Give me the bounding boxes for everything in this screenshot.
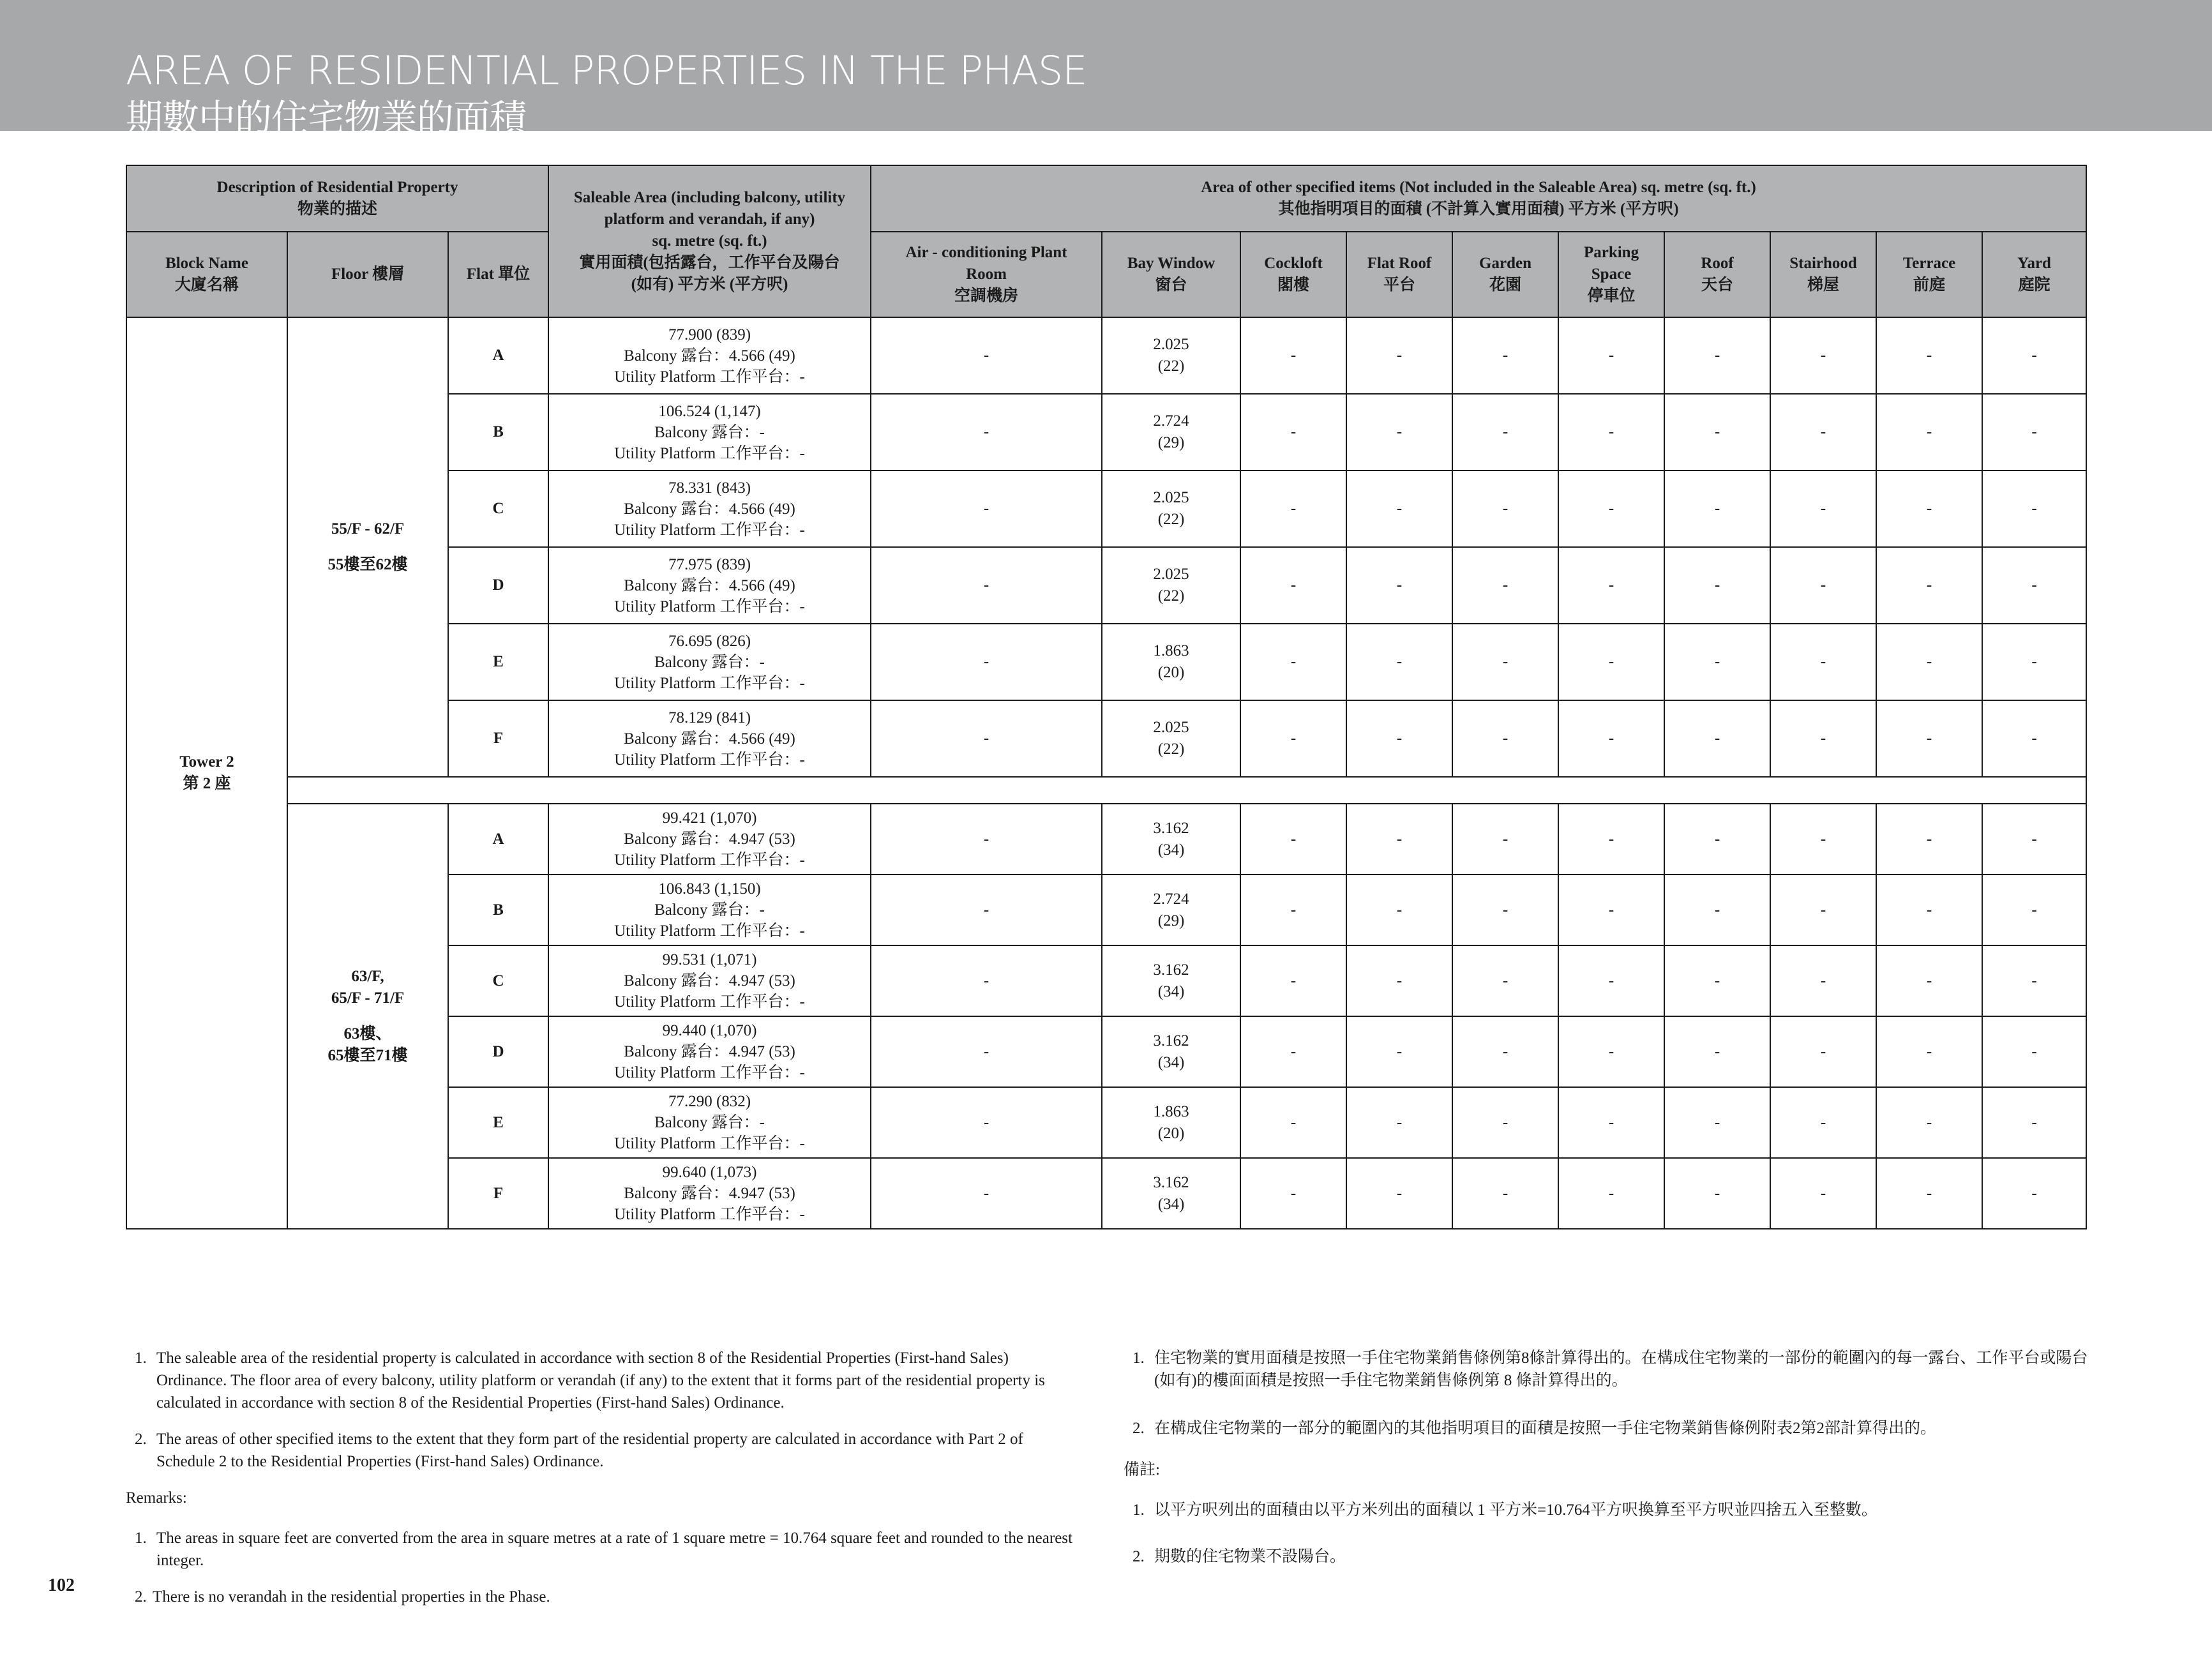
- yard-cell: -: [1982, 1016, 2086, 1087]
- bay-window-cell: [1102, 875, 1240, 945]
- ac-plant-room-cell: -: [871, 945, 1102, 1016]
- table-row: [126, 804, 2086, 875]
- ac-plant-room-cell: -: [871, 1158, 1102, 1229]
- block-name-cell: [126, 317, 287, 1229]
- bay-window-sqft: (22): [1157, 357, 1185, 375]
- garden-cell: -: [1452, 945, 1558, 1016]
- terrace-cell: -: [1876, 1016, 1982, 1087]
- header-ac-plant-room: Air - conditioning Plant Room 空調機房: [871, 232, 1102, 317]
- bay-window-cell: [1102, 1158, 1240, 1229]
- saleable-area-value: 76.695 (826): [668, 632, 751, 650]
- yard-cell: -: [1982, 624, 2086, 700]
- garden-cell: -: [1452, 804, 1558, 875]
- saleable-area-value: 106.524 (1,147): [658, 402, 761, 420]
- bay-window-sqm: 2.724: [1153, 412, 1189, 430]
- saleable-area-cell: [548, 317, 871, 394]
- header-parking-space: Parking Space 停車位: [1558, 232, 1664, 317]
- stairhood-cell: -: [1770, 394, 1876, 470]
- saleable-area-cell: [548, 804, 871, 875]
- notes-chinese: [1124, 1347, 2100, 1582]
- flat-cell: A: [448, 804, 548, 875]
- yard-cell: -: [1982, 945, 2086, 1016]
- flat-cell: D: [448, 1016, 548, 1087]
- ac-plant-room-cell: -: [871, 875, 1102, 945]
- yard-cell: -: [1982, 317, 2086, 394]
- bay-window-cell: [1102, 470, 1240, 547]
- roof-cell: -: [1664, 547, 1770, 624]
- saleable-area-cell: [548, 1087, 871, 1158]
- terrace-cell: -: [1876, 470, 1982, 547]
- bay-window-cell: [1102, 700, 1240, 777]
- cockloft-cell: -: [1240, 547, 1346, 624]
- ac-plant-room-cell: -: [871, 700, 1102, 777]
- roof-cell: -: [1664, 1087, 1770, 1158]
- terrace-cell: -: [1876, 624, 1982, 700]
- flat-cell: F: [448, 700, 548, 777]
- balcony-area: Balcony 露台：-: [654, 653, 765, 671]
- flat-roof-cell: -: [1346, 875, 1452, 945]
- ac-plant-room-cell: -: [871, 470, 1102, 547]
- stairhood-cell: -: [1770, 700, 1876, 777]
- utility-platform-area: Utility Platform 工作平台：-: [614, 674, 805, 692]
- saleable-area-value: 77.975 (839): [668, 555, 751, 573]
- yard-cell: -: [1982, 547, 2086, 624]
- utility-platform-area: Utility Platform 工作平台：-: [614, 751, 805, 769]
- utility-platform-area: Utility Platform 工作平台：-: [614, 1064, 805, 1081]
- roof-cell: -: [1664, 394, 1770, 470]
- remark-item: 1. The areas in square feet are converted from the area in square metres at a rate of 1 square metre = 10.764 square feet and rounded to the nearest integer.: [135, 1530, 1072, 1569]
- stairhood-cell: -: [1770, 1016, 1876, 1087]
- yard-cell: -: [1982, 394, 2086, 470]
- title-banner: [0, 0, 2212, 140]
- balcony-area: Balcony 露台：-: [654, 901, 765, 919]
- balcony-area: Balcony 露台：4.947 (53): [624, 831, 795, 848]
- remark-item: 1. 以平方呎列出的面積由以平方米列出的面積以 1 平方米=10.764平方呎換算至平方呎並四捨五入至整數。: [1132, 1501, 1877, 1519]
- garden-cell: -: [1452, 1087, 1558, 1158]
- utility-platform-area: Utility Platform 工作平台：-: [614, 368, 805, 386]
- flat-cell: E: [448, 1087, 548, 1158]
- saleable-area-cell: [548, 700, 871, 777]
- notes-english: [126, 1347, 1077, 1622]
- saleable-area-cell: [548, 394, 871, 470]
- saleable-area-cell: [548, 945, 871, 1016]
- header-garden: Garden 花園: [1452, 232, 1558, 317]
- saleable-area-value: 78.331 (843): [668, 479, 751, 497]
- page-number: 102: [48, 1575, 75, 1595]
- roof-cell: -: [1664, 624, 1770, 700]
- header-stairhood: Stairhood 梯屋: [1770, 232, 1876, 317]
- balcony-area: Balcony 露台：4.566 (49): [624, 576, 795, 594]
- saleable-area-cell: [548, 547, 871, 624]
- header-other-items: Area of other specified items (Not included in the Saleable Area) sq. metre (sq. ft.) 其他指明項目的面積 (不計算入實用面積) 平方米 (平方呎): [871, 165, 2086, 232]
- floor-cell: [287, 804, 448, 1229]
- stairhood-cell: -: [1770, 945, 1876, 1016]
- garden-cell: -: [1452, 624, 1558, 700]
- bay-window-sqm: 1.863: [1153, 642, 1189, 659]
- header-flat: Flat 單位: [448, 232, 548, 317]
- flat-cell: C: [448, 945, 548, 1016]
- ac-plant-room-cell: -: [871, 1087, 1102, 1158]
- note-item: 1. The saleable area of the residential property is calculated in accordance with section 8 of the Residential Properties (First-hand Sales) Ordinance. The floor area of every balcony, utility platform or verandah (if any) to the extent that it forms part of the residential property is calculated in accordance with section 8 of the Residential Properties (First-hand Sales) Ordinance.: [135, 1350, 1045, 1411]
- bay-window-sqft: (29): [1157, 434, 1185, 451]
- header-block-name: Block Name 大廈名稱: [126, 232, 287, 317]
- utility-platform-area: Utility Platform 工作平台：-: [614, 1206, 805, 1223]
- terrace-cell: -: [1876, 700, 1982, 777]
- utility-platform-area: Utility Platform 工作平台：-: [614, 598, 805, 615]
- bay-window-sqm: 3.162: [1153, 819, 1189, 837]
- garden-cell: -: [1452, 700, 1558, 777]
- bay-window-sqft: (29): [1157, 912, 1185, 929]
- floor-cell: [287, 317, 448, 777]
- bay-window-cell: [1102, 1087, 1240, 1158]
- bay-window-sqft: (34): [1157, 841, 1185, 859]
- bay-window-cell: [1102, 804, 1240, 875]
- cockloft-cell: -: [1240, 700, 1346, 777]
- ac-plant-room-cell: -: [871, 317, 1102, 394]
- parking-space-cell: -: [1558, 1016, 1664, 1087]
- bay-window-sqm: 2.025: [1153, 719, 1189, 736]
- floor-label: 63/F,: [351, 968, 384, 985]
- parking-space-cell: -: [1558, 1087, 1664, 1158]
- balcony-area: Balcony 露台：-: [654, 1114, 765, 1131]
- area-table: [126, 165, 2087, 1229]
- separator-cell: [287, 777, 2086, 804]
- ac-plant-room-cell: -: [871, 624, 1102, 700]
- note-item: 2. The areas of other specified items to the extent that they form part of the residential property are calculated in accordance with Part 2 of Schedule 2 to the Residential Properties (First-hand Sales) Ordinance.: [135, 1431, 1023, 1470]
- stairhood-cell: -: [1770, 804, 1876, 875]
- balcony-area: Balcony 露台：4.566 (49): [624, 500, 795, 518]
- remarks-label: 備註:: [1124, 1461, 1160, 1478]
- roof-cell: -: [1664, 1158, 1770, 1229]
- bay-window-sqm: 2.724: [1153, 890, 1189, 908]
- bay-window-sqm: 3.162: [1153, 961, 1189, 979]
- remark-item: 2. 期數的住宅物業不設陽台。: [1132, 1548, 1346, 1565]
- parking-space-cell: -: [1558, 624, 1664, 700]
- flat-cell: E: [448, 624, 548, 700]
- flat-cell: B: [448, 394, 548, 470]
- yard-cell: -: [1982, 700, 2086, 777]
- garden-cell: -: [1452, 875, 1558, 945]
- cockloft-cell: -: [1240, 875, 1346, 945]
- parking-space-cell: -: [1558, 945, 1664, 1016]
- bay-window-sqft: (34): [1157, 982, 1185, 1000]
- flat-cell: D: [448, 547, 548, 624]
- stairhood-cell: -: [1770, 624, 1876, 700]
- note-item: 2. 在構成住宅物業的一部分的範圍內的其他指明項目的面積是按照一手住宅物業銷售條例附表2第2部計算得出的。: [1132, 1420, 1937, 1437]
- bay-window-sqm: 2.025: [1153, 336, 1189, 353]
- saleable-area-cell: [548, 1158, 871, 1229]
- flat-roof-cell: -: [1346, 394, 1452, 470]
- bay-window-cell: [1102, 1016, 1240, 1087]
- flat-roof-cell: -: [1346, 945, 1452, 1016]
- saleable-area-cell: [548, 624, 871, 700]
- bay-window-sqft: (22): [1157, 741, 1185, 758]
- cockloft-cell: -: [1240, 624, 1346, 700]
- bay-window-cell: [1102, 547, 1240, 624]
- bay-window-sqft: (22): [1157, 511, 1185, 528]
- cockloft-cell: -: [1240, 394, 1346, 470]
- header-bay-window: Bay Window 窗台: [1102, 232, 1240, 317]
- roof-cell: -: [1664, 700, 1770, 777]
- ac-plant-room-cell: -: [871, 394, 1102, 470]
- flat-roof-cell: -: [1346, 624, 1452, 700]
- ac-plant-room-cell: -: [871, 1016, 1102, 1087]
- roof-cell: -: [1664, 470, 1770, 547]
- floor-label: 55/F - 62/F: [331, 520, 405, 538]
- floor-label: 55樓至62樓: [327, 556, 408, 573]
- garden-cell: -: [1452, 1158, 1558, 1229]
- cockloft-cell: -: [1240, 1158, 1346, 1229]
- bay-window-cell: [1102, 394, 1240, 470]
- balcony-area: Balcony 露台：4.947 (53): [624, 972, 795, 989]
- stairhood-cell: -: [1770, 875, 1876, 945]
- saleable-area-cell: [548, 470, 871, 547]
- header-roof: Roof 天台: [1664, 232, 1770, 317]
- flat-cell: C: [448, 470, 548, 547]
- bay-window-sqm: 3.162: [1153, 1173, 1189, 1191]
- flat-roof-cell: -: [1346, 804, 1452, 875]
- terrace-cell: -: [1876, 945, 1982, 1016]
- cockloft-cell: -: [1240, 1016, 1346, 1087]
- floor-label: 63樓、: [343, 1025, 392, 1042]
- balcony-area: Balcony 露台：4.947 (53): [624, 1043, 795, 1060]
- utility-platform-area: Utility Platform 工作平台：-: [614, 444, 805, 462]
- bay-window-sqft: (22): [1157, 587, 1185, 605]
- utility-platform-area: Utility Platform 工作平台：-: [614, 922, 805, 940]
- flat-roof-cell: -: [1346, 470, 1452, 547]
- bay-window-sqft: (20): [1157, 1124, 1185, 1142]
- roof-cell: -: [1664, 945, 1770, 1016]
- saleable-area-value: 77.290 (832): [668, 1093, 751, 1110]
- bay-window-sqm: 2.025: [1153, 566, 1189, 583]
- flat-cell: B: [448, 875, 548, 945]
- parking-space-cell: -: [1558, 875, 1664, 945]
- terrace-cell: -: [1876, 317, 1982, 394]
- terrace-cell: -: [1876, 804, 1982, 875]
- page-title-zh: 期數中的住宅物業的面積: [126, 96, 527, 140]
- flat-roof-cell: -: [1346, 317, 1452, 394]
- roof-cell: -: [1664, 1016, 1770, 1087]
- page-title-en: AREA OF RESIDENTIAL PROPERTIES IN THE PHASE: [126, 47, 1087, 94]
- bay-window-sqft: (34): [1157, 1053, 1185, 1071]
- balcony-area: Balcony 露台：-: [654, 423, 765, 441]
- cockloft-cell: -: [1240, 1087, 1346, 1158]
- saleable-area-value: 99.440 (1,070): [662, 1022, 757, 1039]
- yard-cell: -: [1982, 1087, 2086, 1158]
- remarks-label: Remarks:: [126, 1489, 187, 1507]
- saleable-area-value: 106.843 (1,150): [658, 880, 761, 898]
- garden-cell: -: [1452, 394, 1558, 470]
- saleable-area-value: 99.640 (1,073): [662, 1164, 757, 1181]
- block-name-zh: 第 2 座: [183, 775, 231, 792]
- parking-space-cell: -: [1558, 470, 1664, 547]
- bay-window-sqft: (34): [1157, 1195, 1185, 1213]
- parking-space-cell: -: [1558, 804, 1664, 875]
- saleable-area-cell: [548, 875, 871, 945]
- parking-space-cell: -: [1558, 547, 1664, 624]
- balcony-area: Balcony 露台：4.947 (53): [624, 1185, 795, 1202]
- yard-cell: -: [1982, 1158, 2086, 1229]
- terrace-cell: -: [1876, 1087, 1982, 1158]
- balcony-area: Balcony 露台：4.566 (49): [624, 730, 795, 748]
- roof-cell: -: [1664, 804, 1770, 875]
- yard-cell: -: [1982, 875, 2086, 945]
- flat-roof-cell: -: [1346, 1016, 1452, 1087]
- separator-row: [126, 777, 2086, 804]
- saleable-area-value: 77.900 (839): [668, 326, 751, 343]
- utility-platform-area: Utility Platform 工作平台：-: [614, 993, 805, 1011]
- header-cockloft: Cockloft 閣樓: [1240, 232, 1346, 317]
- garden-cell: -: [1452, 547, 1558, 624]
- parking-space-cell: -: [1558, 317, 1664, 394]
- remark-item: 2. There is no verandah in the residential properties in the Phase.: [135, 1588, 550, 1605]
- bay-window-sqm: 2.025: [1153, 489, 1189, 506]
- flat-roof-cell: -: [1346, 700, 1452, 777]
- bay-window-sqm: 3.162: [1153, 1032, 1189, 1049]
- cockloft-cell: -: [1240, 470, 1346, 547]
- balcony-area: Balcony 露台：4.566 (49): [624, 347, 795, 365]
- utility-platform-area: Utility Platform 工作平台：-: [614, 521, 805, 539]
- cockloft-cell: -: [1240, 317, 1346, 394]
- utility-platform-area: Utility Platform 工作平台：-: [614, 852, 805, 869]
- ac-plant-room-cell: -: [871, 804, 1102, 875]
- floor-label: 65/F - 71/F: [331, 989, 405, 1007]
- utility-platform-area: Utility Platform 工作平台：-: [614, 1135, 805, 1152]
- parking-space-cell: -: [1558, 394, 1664, 470]
- block-name-en: Tower 2: [179, 753, 234, 771]
- bay-window-sqm: 1.863: [1153, 1102, 1189, 1120]
- header-flat-roof: Flat Roof 平台: [1346, 232, 1452, 317]
- stairhood-cell: -: [1770, 547, 1876, 624]
- flat-roof-cell: -: [1346, 547, 1452, 624]
- stairhood-cell: -: [1770, 317, 1876, 394]
- parking-space-cell: -: [1558, 700, 1664, 777]
- stairhood-cell: -: [1770, 1158, 1876, 1229]
- ac-plant-room-cell: -: [871, 547, 1102, 624]
- bay-window-cell: [1102, 317, 1240, 394]
- flat-cell: A: [448, 317, 548, 394]
- flat-cell: F: [448, 1158, 548, 1229]
- cockloft-cell: -: [1240, 945, 1346, 1016]
- cockloft-cell: -: [1240, 804, 1346, 875]
- terrace-cell: -: [1876, 547, 1982, 624]
- bay-window-cell: [1102, 945, 1240, 1016]
- saleable-area-value: 99.421 (1,070): [662, 809, 757, 827]
- header-floor: Floor 樓層: [287, 232, 448, 317]
- floor-label: 65樓至71樓: [327, 1047, 408, 1064]
- stairhood-cell: -: [1770, 1087, 1876, 1158]
- flat-roof-cell: -: [1346, 1158, 1452, 1229]
- saleable-area-cell: [548, 1016, 871, 1087]
- garden-cell: -: [1452, 470, 1558, 547]
- note-item: 1. 住宅物業的實用面積是按照一手住宅物業銷售條例第8條計算得出的。在構成住宅物業的一部份的範圍內的每一露台、工作平台或陽台(如有)的樓面面積是按照一手住宅物業銷售條例第 8 條計算得出的。: [1132, 1350, 2088, 1389]
- roof-cell: -: [1664, 875, 1770, 945]
- yard-cell: -: [1982, 804, 2086, 875]
- terrace-cell: -: [1876, 394, 1982, 470]
- header-description: Description of Residential Property 物業的描述: [126, 165, 548, 232]
- stairhood-cell: -: [1770, 470, 1876, 547]
- header-terrace: Terrace 前庭: [1876, 232, 1982, 317]
- roof-cell: -: [1664, 317, 1770, 394]
- table-row: [126, 317, 2086, 394]
- yard-cell: -: [1982, 470, 2086, 547]
- header-saleable-area: Saleable Area (including balcony, utility platform and verandah, if any) sq. metre (sq. ft.) 實用面積(包括露台，工作平台及陽台 (如有) 平方米 (平方呎): [548, 165, 871, 317]
- garden-cell: -: [1452, 1016, 1558, 1087]
- parking-space-cell: -: [1558, 1158, 1664, 1229]
- terrace-cell: -: [1876, 1158, 1982, 1229]
- flat-roof-cell: -: [1346, 1087, 1452, 1158]
- bay-window-sqft: (20): [1157, 664, 1185, 681]
- saleable-area-value: 99.531 (1,071): [662, 951, 757, 968]
- garden-cell: -: [1452, 317, 1558, 394]
- header-yard: Yard 庭院: [1982, 232, 2086, 317]
- terrace-cell: -: [1876, 875, 1982, 945]
- bay-window-cell: [1102, 624, 1240, 700]
- saleable-area-value: 78.129 (841): [668, 709, 751, 726]
